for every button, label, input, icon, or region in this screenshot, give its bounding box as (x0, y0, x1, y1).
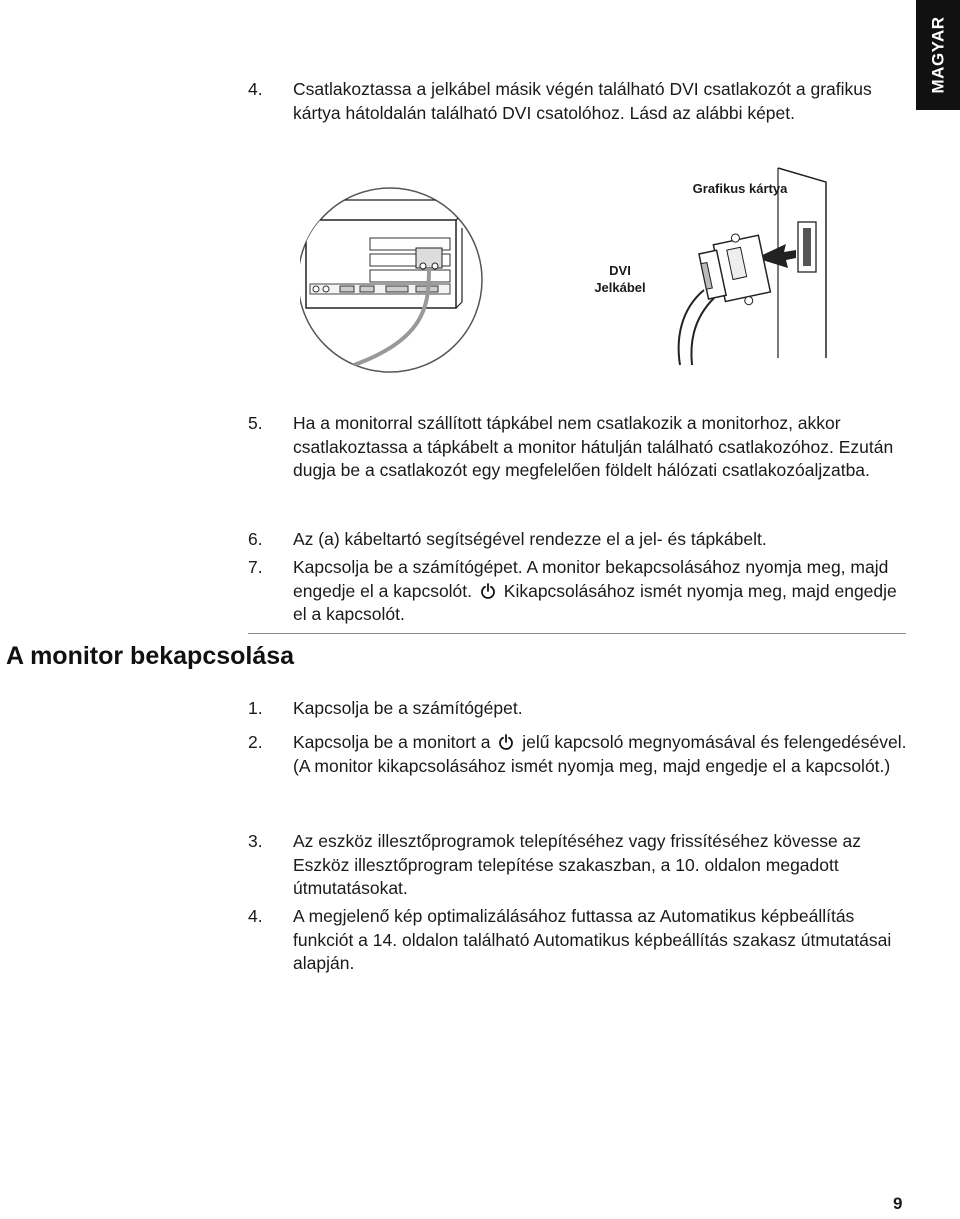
power-icon (498, 734, 514, 750)
step-6 (248, 528, 908, 552)
step-text: A megjelenő kép optimalizálásához futtassa az Automatikus képbeállítás funkciót a 14. oldalon található Automatikus képbeállítás szakasz útmutatásai alapján. (293, 906, 892, 973)
section-heading: A monitor bekapcsolása (6, 642, 295, 670)
page-number: 9 (893, 1194, 903, 1213)
dvi-cable-label (580, 262, 660, 296)
step-number: 2. (248, 732, 263, 752)
power-icon (480, 583, 496, 599)
step-5 (248, 412, 908, 483)
language-tab (916, 0, 960, 110)
step-text (293, 731, 908, 778)
section-step-2 (248, 731, 908, 778)
section-step-4 (248, 905, 908, 976)
step-text: Ha a monitorral szállított tápkábel nem csatlakozik a monitorhoz, akkor csatlakoztassa a tápkábelt a monitor hátulján található csatlakozóhoz. Ezután dugja be a csatlakozót egy megfelelően földelt hálózati csatlakozóaljzatba. (293, 413, 894, 480)
step-number: 5. (248, 413, 263, 433)
step-text-part: Kapcsolja be a monitort a (293, 732, 491, 752)
step-number: 6. (248, 529, 263, 549)
step-text: Kapcsolja be a számítógépet. (293, 698, 523, 718)
step-number: 7. (248, 557, 263, 577)
step-text: Az eszköz illesztőprogramok telepítéséhez vagy frissítéséhez kövesse az Eszköz illesztőprogram telepítése szakaszban, a 10. oldalon megadott útmutatásokat. (293, 831, 862, 898)
step-text-part: jelű kapcsoló megnyomásával és felengedésével. (522, 732, 907, 752)
step-4 (248, 78, 908, 125)
section-step-3 (248, 830, 908, 901)
step-number: 3. (248, 831, 263, 851)
section-step-1 (248, 697, 908, 721)
language-tab-label: MAGYAR (928, 16, 947, 94)
dvi-cable-label-line2: Jelkábel (594, 280, 646, 295)
dvi-connection-illustration (300, 160, 840, 390)
step-text-part: Kapcsolja be a számítógépet. A monitor bekapcsolásához nyomja meg, majd engedje el a kapcsolót. (293, 557, 889, 601)
graphics-card-label: Grafikus kártya (692, 181, 788, 196)
step-number: 1. (248, 698, 263, 718)
step-number: 4. (248, 79, 263, 99)
step-text (293, 556, 908, 627)
step-text-part: Kikapcsolásához ismét nyomja meg, majd engedje el a kapcsolót. (293, 580, 897, 624)
step-text: Az (a) kábeltartó segítségével rendezze el a jel- és tápkábelt. (293, 529, 767, 549)
step-note: (A monitor kikapcsolásához ismét nyomja meg, majd engedje el a kapcsolót.) (293, 755, 891, 776)
dvi-cable-label-line1: DVI (609, 263, 631, 278)
step-7 (248, 556, 908, 627)
step-text: Csatlakoztassa a jelkábel másik végén található DVI csatlakozót a grafikus kártya hátoldalán található DVI csatolóhoz. Lásd az alábbi képet. (293, 79, 872, 123)
step-number: 4. (248, 906, 263, 926)
section-divider (248, 633, 906, 634)
